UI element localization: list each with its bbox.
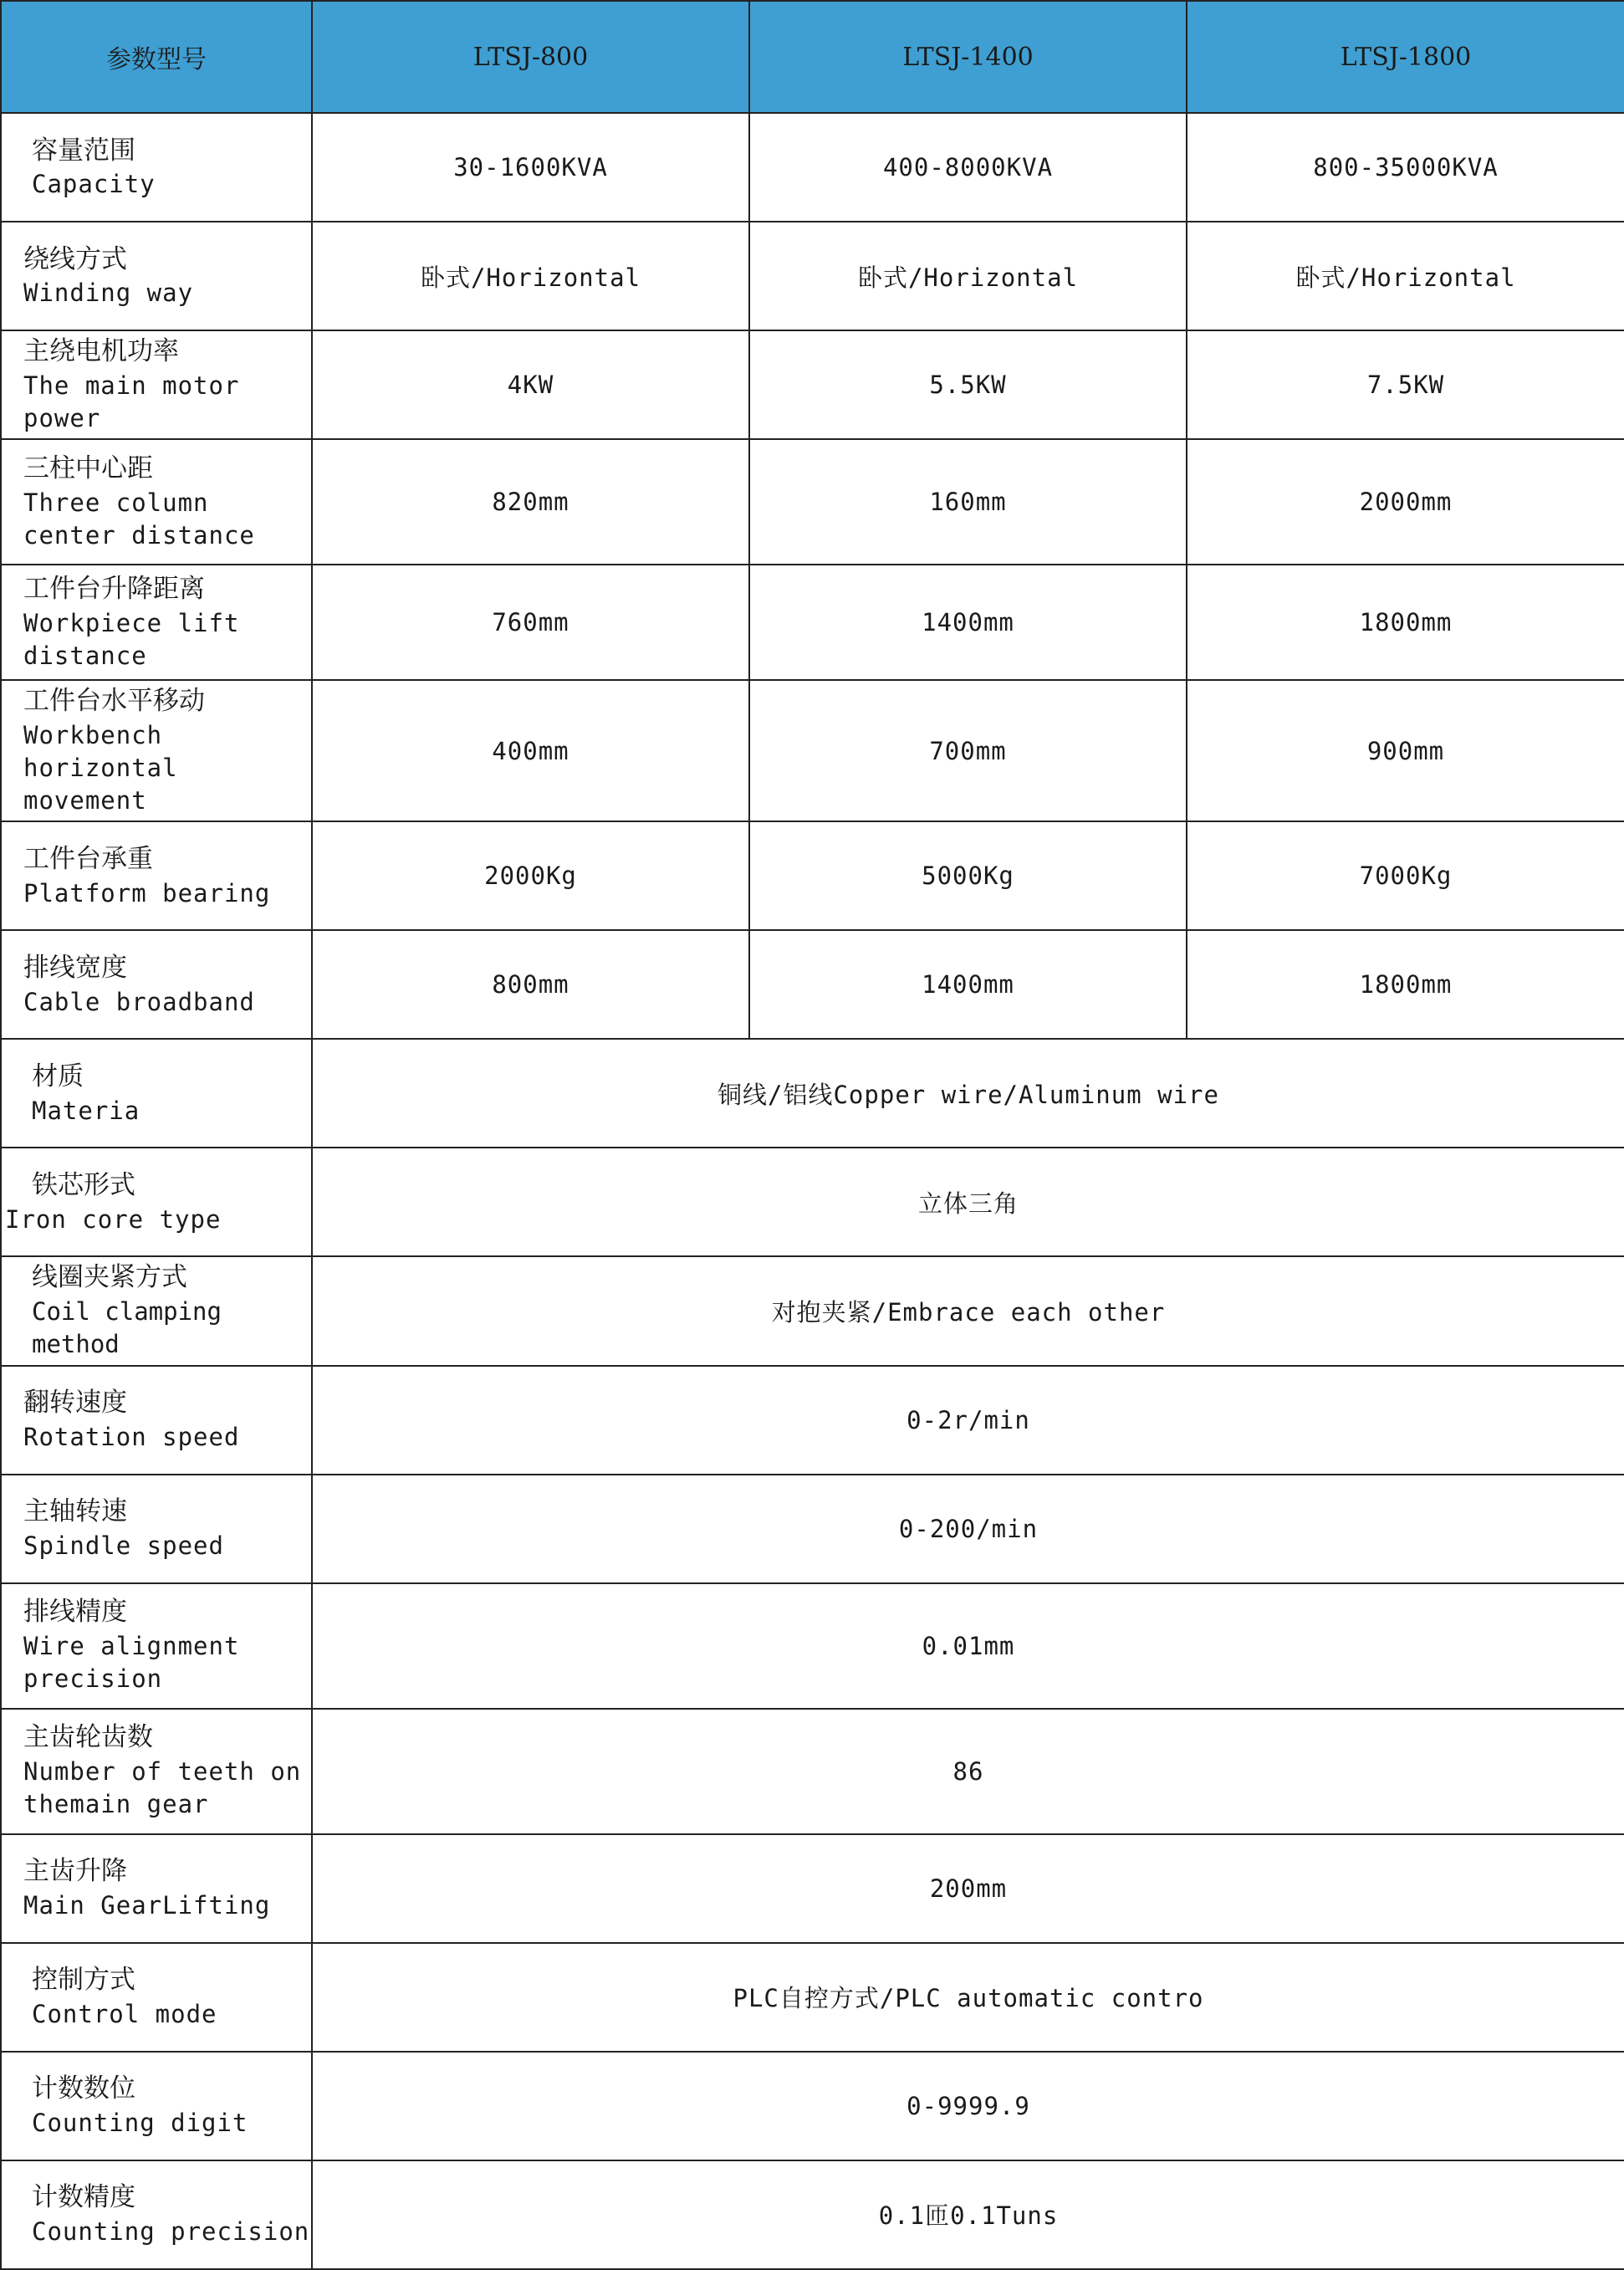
row-label [1, 439, 312, 565]
label-cn: 工件台承重 [23, 843, 153, 874]
label-en: Iron core type [5, 1204, 222, 1234]
row-label [1, 1709, 312, 1834]
cell-value [749, 930, 1187, 1039]
label-cn: 容量范围 [32, 135, 135, 166]
value-text: 卧式/Horizontal [857, 263, 1079, 292]
value-text: 700mm [929, 736, 1007, 765]
row-label [1, 1834, 312, 1943]
label-en: Spindle speed [23, 1531, 224, 1560]
cell-value-merged [312, 1148, 1624, 1256]
row-label [1, 1583, 312, 1709]
table-row [1, 113, 1624, 222]
value-text: 760mm [492, 608, 569, 637]
cell-value-merged [312, 1943, 1624, 2052]
cell-value [1187, 565, 1624, 680]
row-label [1, 930, 312, 1039]
label-en: Control mode [32, 1999, 217, 2028]
cell-value [749, 821, 1187, 930]
label-cn: 主齿升降 [23, 1856, 127, 1887]
label-en: Winding way [23, 279, 194, 308]
label-en: Platform bearing [23, 878, 271, 907]
value-text: 800mm [492, 970, 569, 1000]
table-row [1, 330, 1624, 439]
cell-value-merged [312, 1834, 1624, 1943]
row-label [1, 1943, 312, 2052]
cell-value [1187, 930, 1624, 1039]
value-text: 0-2r/min [906, 1405, 1030, 1434]
label-cn: 材质 [32, 1061, 84, 1092]
value-text: 86 [952, 1756, 984, 1786]
cell-value [312, 113, 749, 222]
cell-value-merged [312, 1475, 1624, 1583]
cell-value-merged [312, 1256, 1624, 1365]
label-en: Workbench horizontal movement [23, 720, 178, 815]
cell-value [312, 680, 749, 821]
row-label [1, 680, 312, 821]
value-text: 卧式/Horizontal [1295, 263, 1516, 292]
label-cn: 主轴转速 [23, 1496, 127, 1527]
value-text: PLC自控方式/PLC automatic contro [733, 1984, 1204, 2013]
value-text: 0.01mm [922, 1631, 1015, 1660]
label-en: Coil clamping method [32, 1297, 222, 1359]
table-row [1, 1943, 1624, 2052]
cell-value [1187, 330, 1624, 439]
cell-value [749, 439, 1187, 565]
table-row [1, 1709, 1624, 1834]
label-cn: 计数精度 [32, 2182, 135, 2213]
row-label [1, 1148, 312, 1256]
cell-value-merged [312, 1366, 1624, 1475]
table-row [1, 222, 1624, 330]
value-text: 900mm [1366, 736, 1445, 765]
value-text: 2000mm [1359, 488, 1453, 517]
row-label [1, 1366, 312, 1475]
row-label [1, 222, 312, 330]
table-row [1, 930, 1624, 1039]
label-cn: 排线宽度 [23, 952, 127, 983]
value-text: 200mm [929, 1874, 1008, 1903]
value-text: 1400mm [922, 608, 1014, 637]
row-label [1, 330, 312, 439]
row-label [1, 1475, 312, 1583]
table-row [1, 1366, 1624, 1475]
label-en: Main GearLifting [23, 1890, 271, 1920]
label-cn: 计数数位 [32, 2073, 135, 2104]
value-text: 1800mm [1359, 608, 1453, 637]
cell-value [1187, 113, 1624, 222]
header-model-1400: LTSJ-1400 [749, 1, 1187, 113]
value-text: 2000Kg [484, 861, 577, 891]
label-en: Rotation speed [23, 1422, 240, 1451]
label-cn: 绕线方式 [23, 243, 127, 274]
table-row [1, 1475, 1624, 1583]
label-cn: 主齿轮齿数 [23, 1722, 153, 1753]
cell-value [312, 222, 749, 330]
cell-value [1187, 439, 1624, 565]
label-cn: 三柱中心距 [23, 453, 153, 484]
table-row [1, 821, 1624, 930]
label-en: Number of teeth on themain gear [23, 1757, 302, 1819]
label-cn: 铁芯形式 [32, 1169, 135, 1200]
cell-value [749, 565, 1187, 680]
label-cn: 控制方式 [32, 1965, 135, 1996]
label-en: Materia [32, 1096, 140, 1125]
label-cn: 翻转速度 [23, 1388, 127, 1419]
table-row [1, 1834, 1624, 1943]
label-cn: 主绕电机功率 [23, 336, 179, 366]
cell-value-merged [312, 2160, 1624, 2269]
label-cn: 工件台水平移动 [23, 686, 205, 717]
row-label [1, 565, 312, 680]
value-text: 铜线/铝线Copper wire/Aluminum wire [718, 1080, 1219, 1109]
value-text: 0-9999.9 [906, 2091, 1030, 2120]
header-row [1, 1, 1624, 113]
value-text: 160mm [929, 488, 1007, 517]
value-text: 立体三角 [917, 1189, 1019, 1218]
label-cn: 工件台升降距离 [23, 574, 205, 605]
value-text: 7.5KW [1366, 371, 1445, 400]
header-model-1800: LTSJ-1800 [1187, 1, 1624, 113]
cell-value [312, 930, 749, 1039]
cell-value [749, 680, 1187, 821]
cell-value-merged [312, 1583, 1624, 1709]
cell-value [312, 439, 749, 565]
value-text: 0.1匝0.1Tuns [878, 2201, 1059, 2231]
value-text: 卧式/Horizontal [420, 263, 641, 292]
value-text: 800-35000KVA [1313, 153, 1499, 181]
header-param: 参数型号 [1, 1, 312, 113]
label-en: The main motor power [23, 371, 240, 432]
value-text: 820mm [492, 488, 569, 517]
value-text: 400-8000KVA [882, 153, 1054, 181]
value-text: 1400mm [922, 970, 1014, 1000]
table-row [1, 1256, 1624, 1365]
table-row [1, 439, 1624, 565]
table-row [1, 1039, 1624, 1148]
row-label [1, 821, 312, 930]
cell-value [749, 222, 1187, 330]
table-row [1, 680, 1624, 821]
row-label [1, 1039, 312, 1148]
table-row [1, 2160, 1624, 2269]
value-text: 4KW [507, 371, 554, 400]
cell-value-merged [312, 1039, 1624, 1148]
table-row [1, 1148, 1624, 1256]
cell-value [749, 113, 1187, 222]
label-en: Counting digit [32, 2108, 248, 2137]
table-row [1, 2052, 1624, 2160]
row-label [1, 113, 312, 222]
label-en: Capacity [32, 170, 156, 199]
cell-value [1187, 680, 1624, 821]
label-en: Workpiece lift distance [23, 608, 240, 671]
table-row [1, 565, 1624, 680]
value-text: 5.5KW [929, 371, 1007, 400]
row-label [1, 1256, 312, 1365]
cell-value-merged [312, 2052, 1624, 2160]
cell-value [312, 565, 749, 680]
value-text: 1800mm [1359, 970, 1453, 1000]
value-text: 30-1600KVA [453, 153, 608, 181]
label-en: Cable broadband [23, 987, 255, 1016]
label-en: Counting precision [32, 2216, 310, 2246]
value-text: 0-200/min [898, 1514, 1039, 1543]
row-label [1, 2052, 312, 2160]
cell-value-merged [312, 1709, 1624, 1834]
value-text: 7000Kg [1359, 861, 1453, 891]
value-text: 5000Kg [922, 861, 1014, 891]
header-model-800: LTSJ-800 [312, 1, 749, 113]
label-cn: 排线精度 [23, 1597, 127, 1628]
value-text: 400mm [492, 736, 569, 765]
table-row [1, 1583, 1624, 1709]
label-en: Three column center distance [23, 488, 255, 550]
value-text: 对抱夹紧/Embrace each other [771, 1297, 1166, 1327]
label-en: Wire alignment precision [23, 1632, 240, 1694]
cell-value [749, 330, 1187, 439]
cell-value [1187, 222, 1624, 330]
row-label [1, 2160, 312, 2269]
cell-value [312, 821, 749, 930]
cell-value [1187, 821, 1624, 930]
cell-value [312, 330, 749, 439]
label-cn: 线圈夹紧方式 [32, 1262, 187, 1293]
